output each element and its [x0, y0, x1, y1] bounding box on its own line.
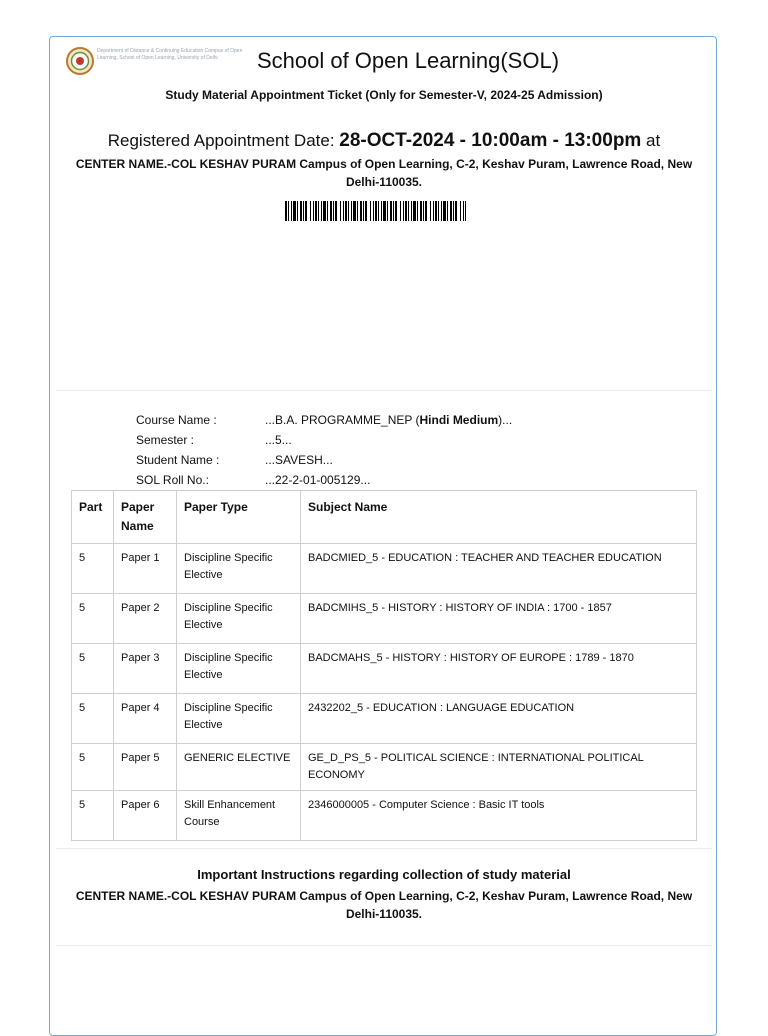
- barcode-bar: [310, 201, 311, 221]
- cell-subject-name: BADCMIHS_5 - HISTORY : HISTORY OF INDIA : 1700 - 1857: [301, 594, 697, 644]
- cell-subject-name: 2432202_5 - EDUCATION : LANGUAGE EDUCATION: [301, 694, 697, 744]
- barcode-bar: [411, 201, 412, 221]
- barcode-bar: [393, 201, 394, 221]
- barcode-bar: [420, 201, 422, 221]
- table-row: [72, 644, 697, 694]
- cell-part: 5: [72, 744, 114, 791]
- center-address: CENTER NAME.-COL KESHAV PURAM Campus of Open Learning, C-2, Keshav Puram, Lawrence Road, New Delhi-110035.: [75, 157, 693, 189]
- barcode-bar: [413, 201, 416, 221]
- instructions-center-address: CENTER NAME.-COL KESHAV PURAM Campus of Open Learning, C-2, Keshav Puram, Lawrence Road, New Delhi-110035.: [75, 889, 693, 921]
- barcode-bar: [293, 201, 296, 221]
- appointment-line: [0, 130, 768, 152]
- barcode-bar: [443, 201, 446, 221]
- course-suffix: )...: [498, 413, 513, 427]
- barcode-bar: [303, 201, 304, 221]
- cell-subject-name: GE_D_PS_5 - POLITICAL SCIENCE : INTERNATIONAL POLITICAL ECONOMY: [301, 744, 697, 791]
- barcode-bar: [288, 201, 289, 221]
- barcode-bar: [450, 201, 452, 221]
- barcode-bar: [300, 201, 302, 221]
- barcode-bar: [348, 201, 349, 221]
- cell-paper-name: Paper 4: [114, 694, 177, 744]
- cell-paper-type: Discipline Specific Elective: [177, 544, 301, 594]
- table-row: [72, 791, 697, 841]
- barcode-bar: [430, 201, 431, 221]
- barcode-bar: [408, 201, 409, 221]
- cell-paper-type: Discipline Specific Elective: [177, 644, 301, 694]
- barcode-bar: [365, 201, 367, 221]
- student-name-row: [136, 450, 512, 470]
- table-header-row: [72, 491, 697, 544]
- barcode-bar: [465, 201, 466, 221]
- col-header-subject-name: Subject Name: [301, 491, 697, 544]
- cell-paper-type: Skill Enhancement Course: [177, 791, 301, 841]
- ticket-subtitle: Study Material Appointment Ticket (Only for Semester-V, 2024-25 Admission): [165, 88, 603, 102]
- cell-paper-name: Paper 2: [114, 594, 177, 644]
- papers-table: [71, 490, 697, 841]
- barcode-bar: [463, 201, 464, 221]
- barcode-bar: [423, 201, 424, 221]
- semester-value: ...5...: [265, 433, 292, 447]
- barcode-bar: [351, 201, 352, 221]
- barcode-bar: [285, 201, 287, 221]
- barcode-bar: [313, 201, 314, 221]
- cell-paper-type: GENERIC ELECTIVE: [177, 744, 301, 791]
- cell-part: 5: [72, 544, 114, 594]
- cell-subject-name: 2346000005 - Computer Science : Basic IT tools: [301, 791, 697, 841]
- barcode-bar: [400, 201, 401, 221]
- barcode-bar: [321, 201, 322, 221]
- table-row: [72, 544, 697, 594]
- barcode-bar: [333, 201, 334, 221]
- barcode-bar: [405, 201, 407, 221]
- cell-paper-name: Paper 5: [114, 744, 177, 791]
- student-info: [136, 410, 512, 490]
- table-row: [72, 744, 697, 791]
- barcode-bar: [327, 201, 328, 221]
- barcode-bar: [318, 201, 319, 221]
- cell-paper-name: Paper 3: [114, 644, 177, 694]
- barcode-bar: [305, 201, 307, 221]
- barcode-bar: [291, 201, 292, 221]
- course-name: ...B.A. PROGRAMME_NEP (: [265, 413, 420, 427]
- table-row: [72, 694, 697, 744]
- barcode-bar: [403, 201, 404, 221]
- course-medium: Hindi Medium: [419, 413, 499, 427]
- barcode-bar: [383, 201, 386, 221]
- section-divider: [56, 390, 712, 391]
- barcode-bar: [425, 201, 427, 221]
- barcode-bar: [435, 201, 437, 221]
- instructions-title: Important Instructions regarding collection of study material: [197, 867, 571, 882]
- student-name-value: ...SAVESH...: [265, 453, 333, 467]
- cell-paper-name: Paper 6: [114, 791, 177, 841]
- barcode-bar: [417, 201, 418, 221]
- cell-subject-name: BADCMIED_5 - EDUCATION : TEACHER AND TEACHER EDUCATION: [301, 544, 697, 594]
- cell-paper-type: Discipline Specific Elective: [177, 694, 301, 744]
- barcode-bar: [395, 201, 397, 221]
- course-value: [265, 410, 512, 430]
- barcode-bar: [370, 201, 371, 221]
- barcode-bar: [381, 201, 382, 221]
- barcode-bar: [345, 201, 347, 221]
- cell-paper-name: Paper 1: [114, 544, 177, 594]
- table-row: [72, 594, 697, 644]
- appointment-datetime: 28-OCT-2024 - 10:00am - 13:00pm: [339, 130, 642, 151]
- barcode-bar: [378, 201, 379, 221]
- cell-part: 5: [72, 644, 114, 694]
- course-label: Course Name :: [136, 413, 217, 427]
- barcode-bar: [433, 201, 434, 221]
- page-title: School of Open Learning(SOL): [256, 48, 560, 73]
- student-name-label: Student Name :: [136, 453, 220, 467]
- barcode: [285, 201, 466, 221]
- cell-part: 5: [72, 791, 114, 841]
- roll-no-value: ...22-2-01-005129...: [265, 473, 371, 487]
- roll-no-label: SOL Roll No.:: [136, 473, 209, 487]
- barcode-bar: [315, 201, 317, 221]
- semester-label: Semester :: [136, 433, 195, 447]
- cell-paper-type: Discipline Specific Elective: [177, 594, 301, 644]
- roll-no-row: [136, 470, 512, 490]
- barcode-bar: [441, 201, 442, 221]
- barcode-bar: [335, 201, 337, 221]
- barcode-bar: [447, 201, 448, 221]
- barcode-bar: [373, 201, 374, 221]
- appointment-prefix: Registered Appointment Date:: [107, 131, 340, 150]
- cell-subject-name: BADCMAHS_5 - HISTORY : HISTORY OF EUROPE : 1789 - 1870: [301, 644, 697, 694]
- barcode-bar: [390, 201, 392, 221]
- barcode-bar: [363, 201, 364, 221]
- course-row: [136, 410, 512, 430]
- semester-row: [136, 430, 512, 450]
- barcode-bar: [375, 201, 377, 221]
- section-divider: [56, 945, 712, 946]
- barcode-bar: [460, 201, 461, 221]
- col-header-paper-type: Paper Type: [177, 491, 301, 544]
- barcode-bar: [387, 201, 388, 221]
- barcode-bar: [453, 201, 454, 221]
- barcode-bar: [323, 201, 326, 221]
- barcode-bar: [438, 201, 439, 221]
- barcode-bar: [360, 201, 362, 221]
- barcode-bar: [297, 201, 298, 221]
- appointment-suffix: at: [641, 131, 661, 150]
- barcode-bar: [340, 201, 341, 221]
- barcode-bar: [343, 201, 344, 221]
- col-header-paper-name: Paper Name: [114, 491, 177, 544]
- cell-part: 5: [72, 694, 114, 744]
- barcode-bar: [330, 201, 332, 221]
- barcode-bar: [357, 201, 358, 221]
- cell-part: 5: [72, 594, 114, 644]
- barcode-bar: [455, 201, 457, 221]
- logo-caption: Department of Distance & Continuing Education Campus of Open Learning, School of Open Learning, University of Delhi: [97, 48, 243, 61]
- barcode-bar: [353, 201, 356, 221]
- section-divider: [56, 848, 712, 849]
- col-header-part: Part: [72, 491, 114, 544]
